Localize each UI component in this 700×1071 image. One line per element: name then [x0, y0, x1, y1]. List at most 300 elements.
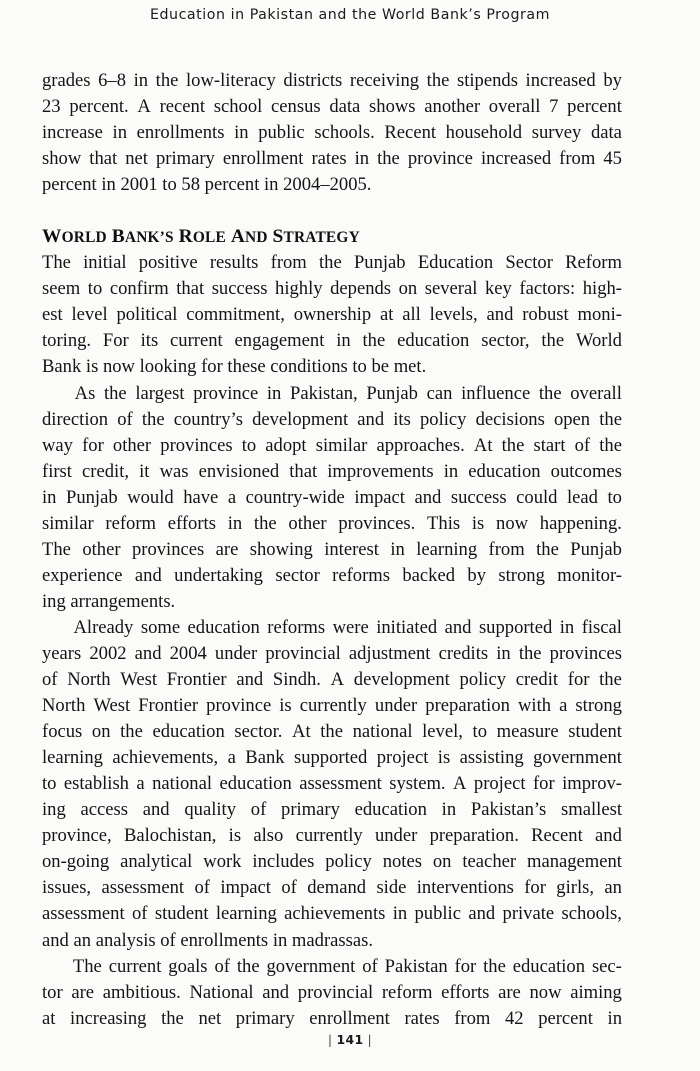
heading-initial-cap: R — [178, 226, 193, 248]
word: est — [42, 304, 63, 326]
word: credit, — [82, 460, 130, 482]
word: of — [131, 903, 148, 925]
heading-small-caps: OLE — [192, 229, 226, 247]
word: Reform — [565, 252, 622, 274]
word: education — [512, 955, 586, 977]
word: 42 — [504, 1007, 524, 1029]
paragraph — [42, 381, 622, 615]
word: percent — [567, 96, 622, 118]
word: the — [120, 721, 143, 743]
word: now — [529, 981, 562, 1003]
word: political — [116, 304, 178, 326]
word: analytical — [120, 851, 193, 873]
word: World — [575, 330, 622, 352]
word: several — [424, 278, 478, 300]
word: for — [567, 669, 590, 691]
word: North — [67, 669, 111, 691]
word: to — [241, 434, 257, 456]
word: success — [211, 278, 268, 300]
text-line — [42, 719, 622, 745]
word: data — [590, 122, 622, 144]
word: Sindh. — [272, 669, 321, 691]
word: success — [450, 486, 507, 508]
word: establish — [63, 773, 129, 795]
word: national — [352, 721, 413, 743]
paragraph — [42, 68, 622, 198]
word: also — [253, 825, 284, 847]
word: the — [320, 721, 343, 743]
word: key — [484, 278, 512, 300]
word: that — [176, 278, 205, 300]
word: policy — [325, 851, 372, 873]
text-line — [42, 667, 622, 693]
heading-small-caps: ANK’S — [124, 229, 174, 247]
word: For — [102, 330, 129, 352]
word: public — [414, 903, 461, 925]
word: school — [213, 96, 263, 118]
text-line — [42, 381, 622, 407]
word: in — [559, 616, 575, 638]
word: similar — [315, 434, 368, 456]
text-line — [42, 563, 622, 589]
word: household — [445, 122, 523, 144]
text-line — [42, 1006, 622, 1032]
word: under — [214, 642, 258, 664]
word: in — [443, 460, 459, 482]
word: approaches. — [376, 434, 465, 456]
word: is — [437, 747, 451, 769]
word: tor — [42, 981, 63, 1003]
text-line: Bank is now looking for these conditions to be met. — [42, 356, 427, 378]
text-line — [42, 849, 622, 875]
word: Pakistan — [384, 955, 448, 977]
word: receiving — [349, 70, 420, 91]
word: the — [319, 252, 342, 274]
word: currently — [295, 825, 363, 847]
word: Recent — [531, 825, 583, 847]
word: from — [488, 538, 525, 560]
word: a — [227, 747, 236, 769]
word: sector, — [481, 330, 530, 352]
word: teacher — [462, 851, 517, 873]
word: would — [127, 486, 174, 508]
word: other — [112, 434, 152, 456]
word: survey — [531, 122, 582, 144]
word: provinces — [549, 642, 622, 664]
word: student — [154, 903, 209, 925]
word: some — [140, 616, 181, 638]
word: impact — [220, 877, 271, 899]
text-line — [42, 68, 622, 94]
text-line — [42, 120, 622, 146]
word: Punjab — [570, 538, 622, 560]
word: monitor- — [557, 564, 622, 586]
word: outcomes — [550, 460, 622, 482]
text-line — [42, 771, 622, 797]
word: and — [595, 825, 622, 847]
word: Recent — [384, 122, 437, 144]
word: years — [42, 642, 82, 664]
word: primary — [235, 1007, 295, 1029]
word: were — [332, 616, 369, 638]
word: the — [541, 330, 565, 352]
word: on — [432, 851, 452, 873]
word: efforts — [167, 512, 216, 534]
word: province — [407, 148, 473, 170]
word: from — [559, 148, 596, 170]
word: to — [607, 486, 622, 508]
text-line — [42, 511, 622, 537]
text-line — [42, 797, 622, 823]
word: experience — [42, 564, 123, 586]
word: issues, — [42, 877, 92, 899]
word: show — [42, 148, 82, 170]
word: country-wide — [245, 486, 345, 508]
word: education — [397, 330, 470, 352]
word: system. — [389, 773, 446, 795]
word: ownership — [293, 304, 372, 326]
word: stipends — [456, 70, 518, 91]
word: enrollments — [136, 122, 225, 144]
paragraph — [42, 954, 622, 1032]
word: and — [134, 642, 162, 664]
word: are — [215, 538, 239, 560]
heading-initial-cap: W — [42, 226, 62, 248]
word: on-going — [42, 851, 110, 873]
word: level, — [422, 721, 463, 743]
word: education — [219, 773, 292, 795]
word: envisioned — [198, 460, 280, 482]
word: impact — [354, 486, 405, 508]
word: commitment, — [186, 304, 285, 326]
word: reforms — [332, 564, 390, 586]
word: policy — [459, 669, 507, 691]
word: of — [574, 434, 591, 456]
word: results — [209, 252, 259, 274]
word: assisting — [459, 747, 524, 769]
word: the — [599, 434, 622, 456]
word: of — [362, 955, 378, 977]
word: from — [454, 1007, 491, 1029]
word: 7 — [549, 96, 559, 118]
word: education — [468, 460, 541, 482]
word: interest — [324, 538, 379, 560]
word: 2004 — [169, 642, 207, 664]
word: West — [120, 669, 158, 691]
word: seem — [42, 278, 81, 300]
word: A — [453, 773, 467, 795]
word: work — [203, 851, 242, 873]
word: engagement — [234, 330, 325, 352]
word: a — [136, 773, 145, 795]
word: the — [377, 148, 400, 170]
word: moni- — [577, 304, 622, 326]
word: reforms — [267, 616, 326, 638]
paragraph-indent — [42, 381, 66, 407]
word: 6–8 — [98, 70, 127, 91]
word: in — [607, 1007, 622, 1029]
word: on — [91, 721, 111, 743]
text-line — [42, 615, 622, 641]
word: access — [80, 799, 128, 821]
word: is — [471, 512, 485, 534]
word: the — [426, 70, 450, 91]
word: the — [236, 955, 260, 977]
word: could — [516, 486, 558, 508]
word: side — [376, 877, 407, 899]
word: credit — [515, 669, 559, 691]
word: confirm — [109, 278, 169, 300]
text-line: and an analysis of enrollments in madrassas. — [42, 929, 373, 951]
word: strong — [498, 564, 545, 586]
word: improv- — [562, 773, 622, 795]
paragraph — [42, 615, 622, 954]
text-line — [42, 745, 622, 771]
word: achievements — [284, 903, 386, 925]
heading-initial-cap: B — [111, 226, 125, 248]
word: open — [553, 408, 591, 430]
word: to — [87, 278, 103, 300]
word: the — [538, 382, 562, 404]
word: achievements, — [112, 747, 219, 769]
word: decisions — [475, 408, 545, 430]
word: way — [42, 434, 73, 456]
word: measure — [496, 721, 559, 743]
word: the — [103, 382, 127, 404]
word: level — [71, 304, 108, 326]
word: learning — [215, 903, 277, 925]
heading-initial-cap: A — [230, 226, 246, 248]
word: preparation — [425, 695, 510, 717]
word: sector — [275, 564, 320, 586]
heading-small-caps: TRATEGY — [283, 229, 360, 247]
word: for — [454, 955, 477, 977]
text-line — [42, 250, 622, 276]
word: ing — [42, 799, 66, 821]
word: development — [252, 408, 349, 430]
word: This — [427, 512, 461, 534]
word: can — [426, 382, 453, 404]
word: the — [155, 70, 179, 91]
word: and — [142, 799, 170, 821]
text-line: ing arrangements. — [42, 590, 176, 612]
word: the — [253, 512, 277, 534]
word: at — [379, 304, 394, 326]
word: Frontier — [166, 669, 227, 691]
word: Education — [417, 252, 494, 274]
word: first — [42, 460, 72, 482]
text-line — [42, 693, 622, 719]
word: other — [82, 538, 121, 560]
word: girls, — [556, 877, 595, 899]
paragraph-indent — [42, 954, 66, 980]
word: adopt — [265, 434, 307, 456]
heading-initial-cap: S — [272, 226, 284, 248]
word: 45 — [603, 148, 622, 170]
word: in — [354, 148, 370, 170]
word: lead — [566, 486, 598, 508]
page-footer — [0, 1031, 700, 1049]
word: overall — [488, 96, 541, 118]
word: recent — [159, 96, 206, 118]
word: project — [376, 747, 429, 769]
section-heading — [42, 224, 622, 250]
word: fiscal — [581, 616, 622, 638]
word: provinces. — [338, 512, 416, 534]
word: National — [189, 981, 254, 1003]
word: start — [533, 434, 566, 456]
word: assessment — [299, 773, 382, 795]
word: Balochistan, — [123, 825, 217, 847]
heading-small-caps: ORLD — [61, 229, 107, 247]
word: As — [74, 382, 96, 404]
word: schools, — [561, 903, 622, 925]
word: provinces — [131, 538, 205, 560]
word: The — [42, 538, 71, 560]
word: At — [473, 434, 493, 456]
word: in — [266, 382, 282, 404]
word: supported — [293, 747, 368, 769]
word: in — [496, 642, 511, 664]
word: largest — [135, 382, 185, 404]
word: policy — [419, 408, 467, 430]
word: the — [141, 408, 165, 430]
word: Punjab — [353, 252, 406, 274]
word: similar — [42, 512, 94, 534]
word: the — [161, 1007, 184, 1029]
word: on — [398, 278, 418, 300]
word: 23 — [42, 96, 61, 118]
word: provincial — [297, 981, 374, 1003]
text-line — [42, 302, 622, 328]
word: in — [234, 122, 249, 144]
word: overall — [570, 382, 622, 404]
word: increase — [42, 122, 103, 144]
word: it — [139, 460, 150, 482]
word: national — [152, 773, 213, 795]
word: and — [134, 564, 162, 586]
word: high- — [582, 278, 622, 300]
word: reform — [381, 981, 433, 1003]
word: and — [414, 486, 442, 508]
word: in — [336, 330, 351, 352]
word: in — [392, 903, 408, 925]
word: census — [271, 96, 321, 118]
word: management — [526, 851, 622, 873]
word: province — [206, 695, 272, 717]
word: credits — [438, 642, 489, 664]
word: are — [498, 981, 521, 1003]
word: sec- — [591, 955, 622, 977]
text-line — [42, 901, 622, 927]
word: adjustment — [348, 642, 431, 664]
running-header-title: Education in Pakistan and the World Bank’s Program — [149, 7, 551, 23]
word: of — [214, 955, 230, 977]
word: and — [468, 903, 496, 925]
word: the — [501, 434, 525, 456]
word: its — [140, 330, 159, 352]
word: public — [258, 122, 305, 144]
text-line — [42, 875, 622, 901]
word: to — [42, 773, 57, 795]
word: Pakistan’s — [470, 799, 547, 821]
word: focus — [42, 721, 83, 743]
word: increasing — [70, 1007, 147, 1029]
word: direction — [42, 408, 109, 430]
word: and — [262, 981, 290, 1003]
text-line: percent in 2001 to 58 percent in 2004–2005. — [42, 174, 372, 196]
word: ambitious. — [102, 981, 181, 1003]
word: toring. — [42, 330, 92, 352]
word: and — [357, 408, 385, 430]
word: influence — [461, 382, 531, 404]
word: project — [473, 773, 526, 795]
word: at — [42, 1007, 56, 1029]
text-line — [42, 407, 622, 433]
word: its — [393, 408, 411, 430]
word: percent. — [69, 96, 129, 118]
text-line — [42, 146, 622, 172]
word: assessment — [42, 903, 125, 925]
paragraph-indent — [42, 615, 66, 641]
word: The — [42, 252, 71, 274]
word: other — [288, 512, 327, 534]
word: now — [496, 512, 529, 534]
word: data — [329, 96, 361, 118]
word: to — [472, 721, 488, 743]
word: net — [125, 148, 148, 170]
word: for — [532, 773, 555, 795]
word: rates — [404, 1007, 440, 1029]
word: all — [402, 304, 421, 326]
word: interventions — [416, 877, 514, 899]
word: Punjab — [66, 486, 118, 508]
word: reform — [105, 512, 156, 534]
word: a — [559, 695, 568, 717]
word: backed — [402, 564, 456, 586]
word: schools. — [314, 122, 375, 144]
word: Punjab — [366, 382, 418, 404]
word: Sector — [505, 252, 553, 274]
word: province — [193, 382, 259, 404]
word: education — [354, 799, 427, 821]
word: the — [483, 955, 506, 977]
word: shows — [369, 96, 416, 118]
word: undertaking — [174, 564, 263, 586]
word: supported — [478, 616, 553, 638]
page-folio — [324, 1032, 376, 1047]
word: districts — [283, 70, 343, 91]
word: a — [227, 486, 237, 508]
word: robust — [522, 304, 569, 326]
word: was — [159, 460, 189, 482]
word: are — [71, 981, 95, 1003]
word: learning — [42, 747, 103, 769]
word: smallest — [561, 799, 622, 821]
word: in — [133, 70, 149, 91]
word: country’s — [173, 408, 243, 430]
word: by — [467, 564, 487, 586]
word: strong — [575, 695, 622, 717]
word: learning — [416, 538, 478, 560]
word: Bank — [245, 747, 285, 769]
word: the — [362, 330, 386, 352]
word: of — [250, 799, 267, 821]
word: provinces — [160, 434, 233, 456]
word: Pakistan, — [290, 382, 358, 404]
word: the — [518, 642, 542, 664]
word: currently — [299, 695, 367, 717]
